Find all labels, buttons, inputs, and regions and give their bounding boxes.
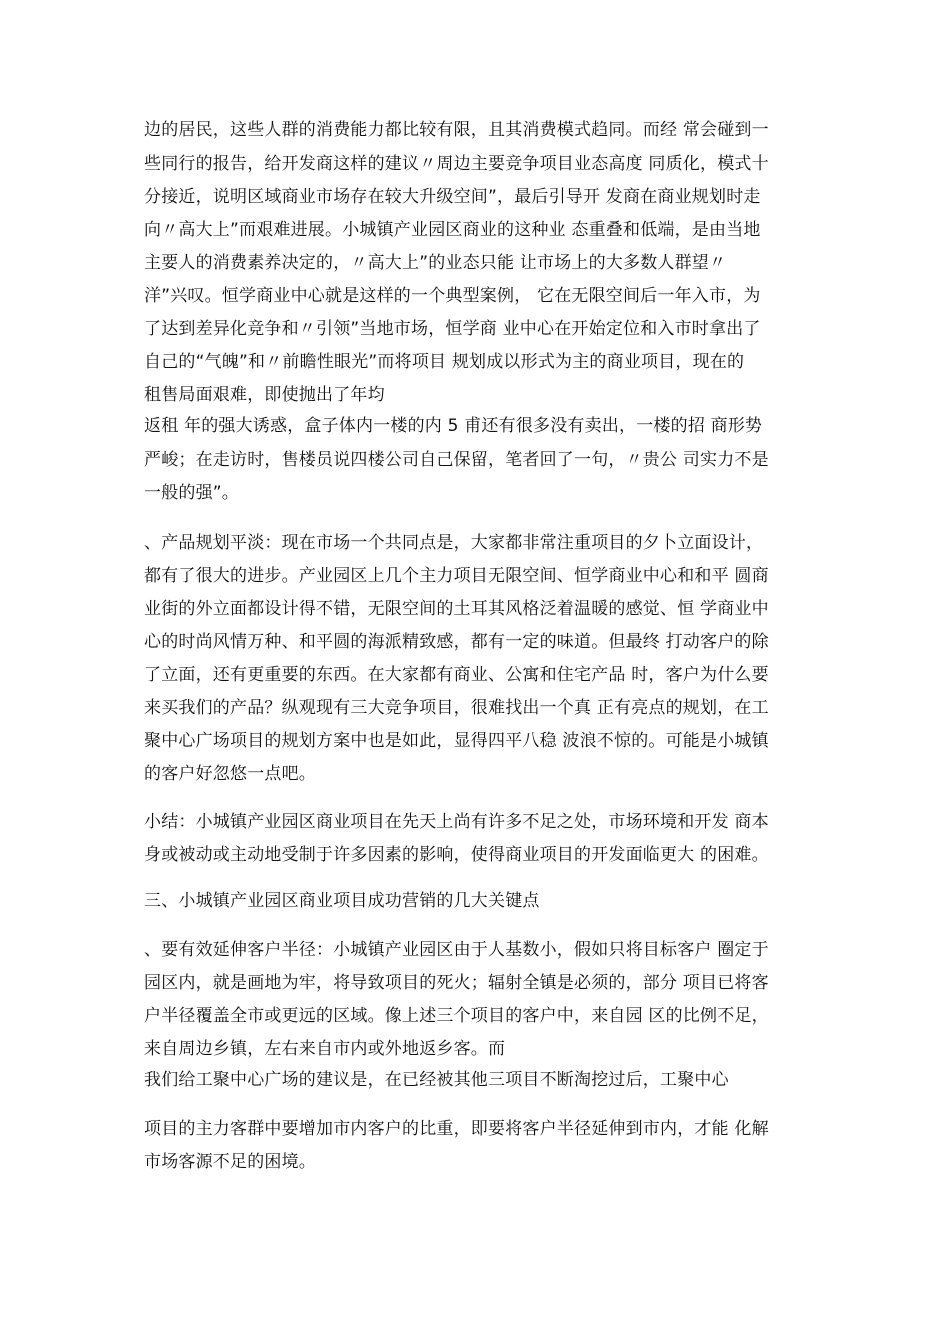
paragraph-3-line-5: 了立面，还有更重要的东西。在大家都有商业、公寓和住宅产品 时，客户为什么要 — [144, 665, 769, 685]
paragraph-6-line-5: 我们给工聚中心广场的建议是，在已经被其他三项目不断淘挖过后，工聚中心 — [144, 1070, 729, 1090]
paragraph-7-line-2: 市场客源不足的困境。 — [144, 1152, 316, 1172]
paragraph-3-line-7: 聚中心广场项目的规划方案中也是如此，显得四平八稳 波浪不惊的。可能是小城镇 — [144, 731, 769, 751]
paragraph-3-line-8: 的客户好忽悠一点吧。 — [144, 764, 316, 784]
paragraph-1-line-8: 自己的“气魄”和〃前瞻性眼光”而将项目 规划成以形式为主的商业项目，现在的 — [144, 352, 745, 372]
paragraph-1-line-3: 分接近，说明区域商业市场存在较大升级空间”，最后引导开 发商在商业规划时走 — [144, 187, 761, 207]
paragraph-1-line-6: 洋”兴叹。恒学商业中心就是这样的一个典型案例， 它在无限空间后一年入市，为 — [144, 286, 761, 306]
paragraph-1-line-9: 租售局面艰难，即使抛出了年均 — [144, 385, 385, 405]
paragraph-3-line-4: 心的时尚风情万种、和平圆的海派精致感，都有一定的味道。但最终 打动客户的除 — [144, 632, 769, 652]
paragraph-4-line-2: 身或被动或主动地受制于许多因素的影响，使得商业项目的开发面临更大 的困难。 — [144, 845, 769, 865]
paragraph-2-line-2: 严峻；在走访时，售楼员说四楼公司自己保留，笔者回了一句，〃贵公 司实力不是 — [144, 450, 769, 470]
paragraph-4-line-1: 小结：小城镇产业园区商业项目在先天上尚有许多不足之处，市场环境和开发 商本 — [144, 812, 769, 832]
paragraph-1-line-5: 主要人的消费素养决定的，〃高大上”的业态只能 让市场上的大多数人群望〃 — [144, 253, 727, 273]
paragraph-1-line-2: 些同行的报告，给开发商这样的建议〃周边主要竞争项目业态高度 同质化，模式十 — [144, 154, 769, 174]
paragraph-6-line-4: 来自周边乡镇，左右来自市内或外地返乡客。而 — [144, 1039, 506, 1059]
paragraph-2-line-3: 一般的强”。 — [144, 483, 240, 503]
paragraph-2-line-1: 返租 年的强大诱惑，盒子体内一楼的内 5 甫还有很多没有卖出，一楼的招 商形势 — [144, 416, 763, 436]
paragraph-7-line-1: 项目的主力客群中要增加市内客户的比重，即要将客户半径延伸到市内，才能 化解 — [144, 1119, 769, 1139]
paragraph-3-line-3: 业街的外立面都设计得不错，无限空间的土耳其风格泛着温暖的感觉、恒 学商业中 — [144, 599, 769, 619]
paragraph-1-line-7: 了达到差异化竞争和〃引领”当地市场，恒学商 业中心在开始定位和入市时拿出了 — [144, 319, 761, 339]
paragraph-6-line-1: 、要有效延伸客户半径：小城镇产业园区由于人基数小，假如只将目标客户 圈定于 — [144, 940, 769, 960]
paragraph-6-line-3: 户半径覆盖全市或更远的区域。像上述三个项目的客户中，来自园 区的比例不足， — [144, 1006, 769, 1026]
paragraph-6-line-2: 园区内，就是画地为牢，将导致项目的死火；辐射全镇是必须的，部分 项目已将客 — [144, 973, 769, 993]
paragraph-1-line-1: 边的居民，这些人群的消费能力都比较有限，且其消费模式趋同。而经 常会碰到一 — [144, 120, 769, 140]
paragraph-3-line-1: 、产品规划平淡：现在市场一个共同点是，大家都非常注重项目的夕卜立面设计， — [144, 533, 764, 553]
paragraph-3-line-6: 来买我们的产品？纵观现有三大竞争项目，很难找出一个真 正有亮点的规划，在工 — [144, 698, 769, 718]
paragraph-1-line-4: 向〃高大上”而艰难进展。小城镇产业园区商业的这种业 态重叠和低端，是由当地 — [144, 220, 761, 240]
section-heading: 三、小城镇产业园区商业项目成功营销的几大关键点 — [144, 891, 540, 911]
paragraph-3-line-2: 都有了很大的进步。产业园区上几个主力项目无限空间、恒学商业中心和和平 圆商 — [144, 566, 769, 586]
